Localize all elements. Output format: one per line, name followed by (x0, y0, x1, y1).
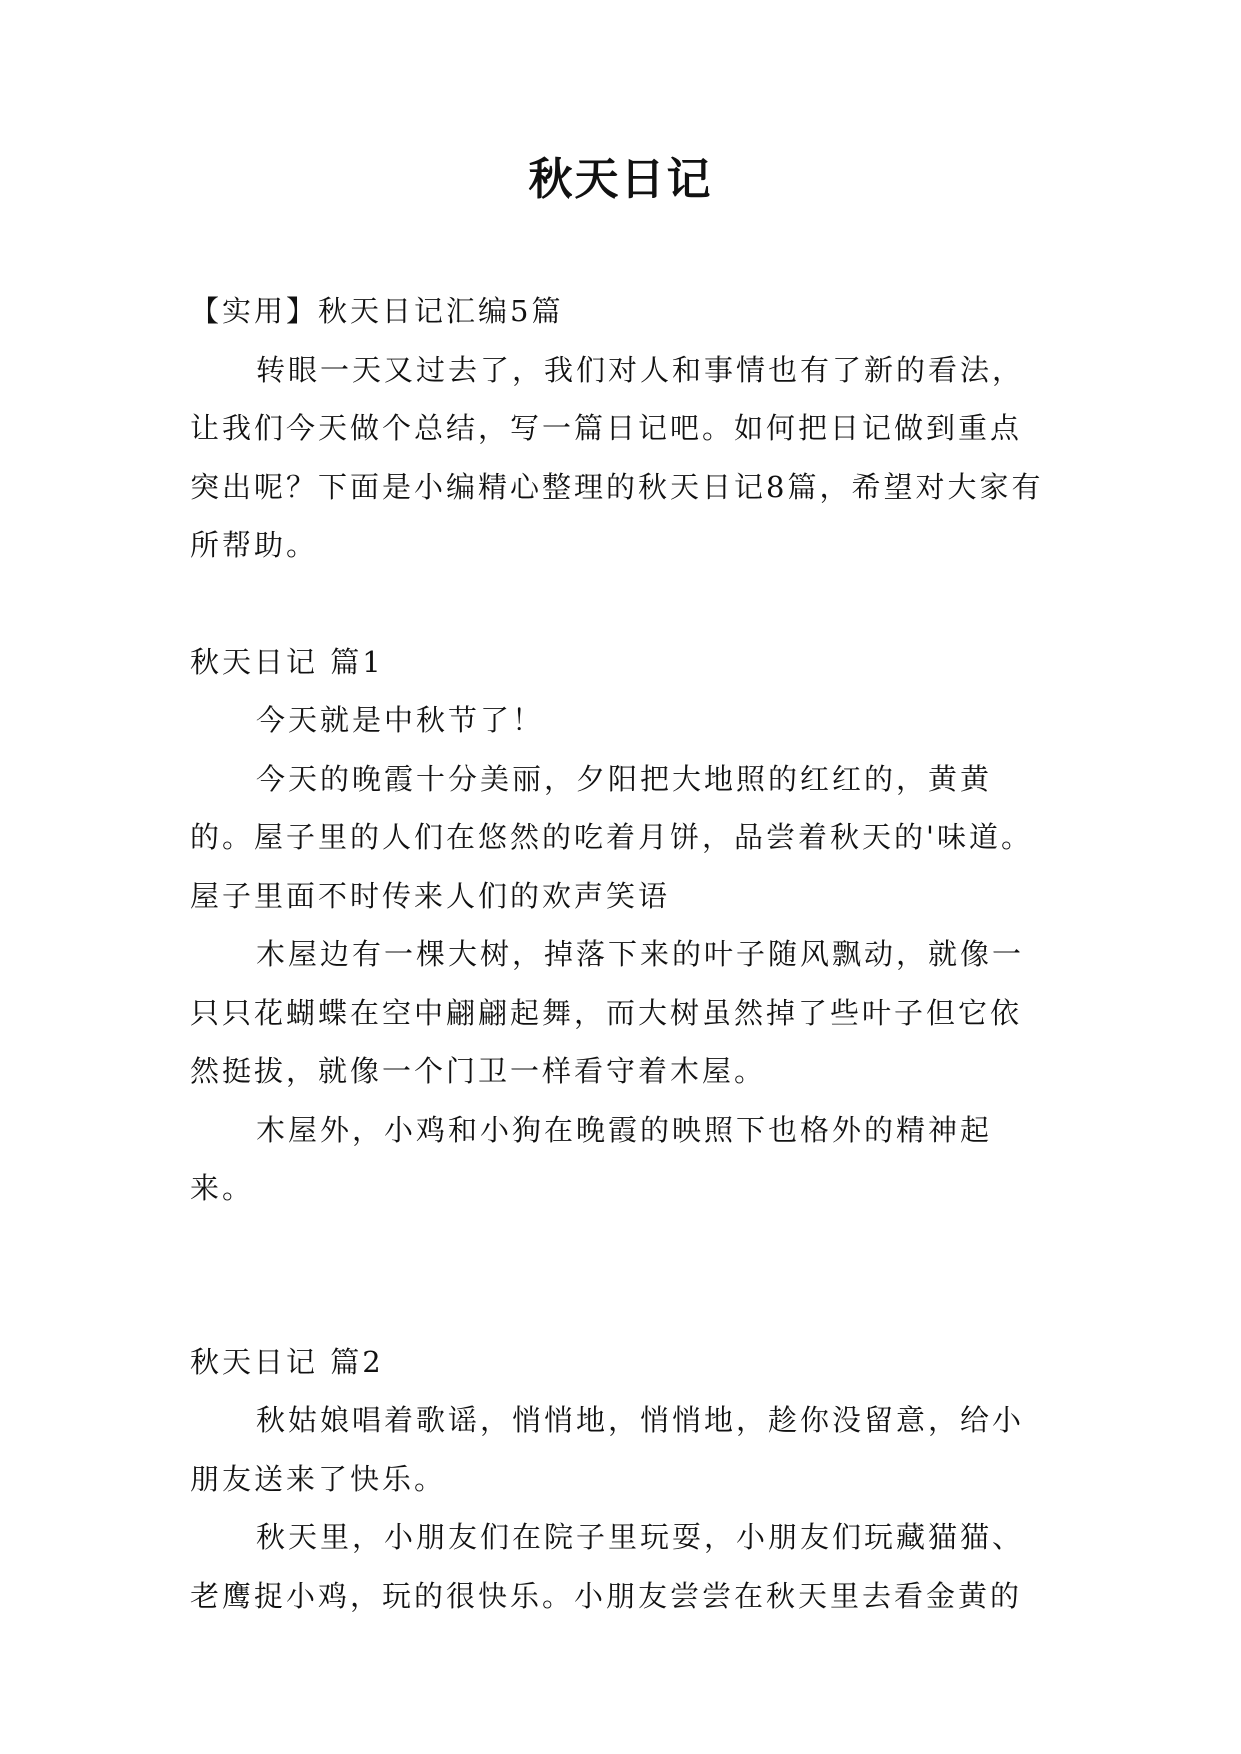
document-subtitle: 【实用】秋天日记汇编5篇 (190, 294, 564, 328)
intro-paragraph: 转眼一天又过去了，我们对人和事情也有了新的看法，让我们今天做个总结，写一篇日记吧。如何把日记做到重点突出呢？下面是小编精心整理的秋天日记8篇，希望对大家有所帮助。 (190, 352, 1044, 562)
section-heading-1: 秋天日记 篇1 (190, 644, 384, 679)
section-spacer (190, 1218, 1050, 1333)
section-2-paragraph: 秋天里，小朋友们在院子里玩耍，小朋友们玩藏猫猫、老鹰捉小鸡，玩的很快乐。小朋友尝尝在秋天里去看金黄的 (190, 1520, 1025, 1613)
section-1-paragraph: 木屋边有一棵大树，掉落下来的叶子随风飘动，就像一只只花蝴蝶在空中翩翩起舞，而大树虽然掉了些叶子但它依然挺拔，就像一个门卫一样看守着木屋。 (190, 937, 1025, 1088)
section-1-paragraph: 今天的晚霞十分美丽，夕阳把大地照的红红的，黄黄的。屋子里的人们在悠然的吃着月饼，品尝着秋天的'味道。屋子里面不时传来人们的欢声笑语 (190, 761, 1033, 913)
section-1-paragraph: 今天就是中秋节了！ (256, 703, 545, 737)
document-body (190, 282, 1050, 1625)
section-heading-2: 秋天日记 篇2 (190, 1344, 384, 1379)
section-spacer (190, 575, 1050, 633)
page-title: 秋天日记 (528, 154, 713, 205)
section-1-paragraph: 木屋外，小鸡和小狗在晚霞的映照下也格外的精神起来。 (190, 1112, 993, 1205)
section-2-paragraph: 秋姑娘唱着歌谣，悄悄地，悄悄地，趁你没留意，给小朋友送来了快乐。 (190, 1403, 1025, 1496)
